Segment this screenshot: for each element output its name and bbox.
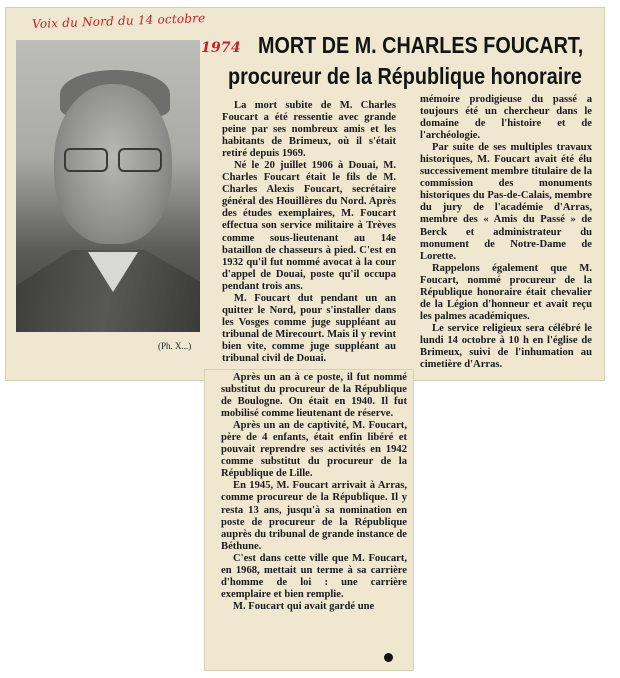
paragraph: C'est dans cette ville que M. Foucart, en 1968, mettait un terme à sa carrière d'homme de loi : une carrière exemplaire et bien remplie. (221, 552, 407, 600)
portrait-glasses (64, 148, 164, 170)
paragraph: Rappelons également que M. Foucart, nommé procureur de la République honoraire était chevalier de la Légion d'honneur et avait reçu les palmes académiques. (420, 262, 592, 322)
paragraph: Après un an à ce poste, il fut nommé substitut du procureur de la République de Boulogne. On était en 1940. Il fut mobilisé comme lieutenant de réserve. (221, 372, 407, 420)
handwritten-source-note: Voix du Nord du 14 octobre (31, 10, 206, 32)
handwritten-year-note: 1974 (201, 40, 241, 56)
paragraph: M. Foucart dut pendant un an quitter le Nord, pour s'installer dans les Vosges comme juge suppléant au tribunal de Mirecourt. Mais il y revint bien vite, comme juge suppléant au tribunal civil de Douai. (222, 292, 396, 364)
article-column-2 (221, 372, 407, 613)
paragraph: mémoire prodigieuse du passé a toujours été un chercheur dans le domaine de l'histoire et de l'archéologie. (420, 94, 592, 142)
article-column-1 (222, 100, 396, 365)
paragraph: Par suite de ses multiples travaux historiques, M. Foucart avait été élu successivement membre titulaire de la commission des monuments historiques du Pas-de-Calais, membre du jury de l'académie d'Arras, membre des « Amis du Passé » de Berck et administrateur du monument de Notre-Dame de Lorette. (420, 142, 592, 262)
photo-credit: (Ph. X...) (158, 341, 192, 351)
paragraph: Né le 20 juillet 1906 à Douai, M. Charles Foucart était le fils de M. Charles Alexis Foucart, secrétaire général des Houillères du Nord. Après des études exemplaires, M. Foucart effectua son service militaire à Trèves comme sous-lieutenant au 14e bataillon de chasseurs à pied. C'est en 1932 qu'il fut nommé avocat à la cour d'appel de Douai, poste qu'il occupa pendant trois ans. (222, 160, 396, 292)
punch-hole-mark (384, 653, 393, 662)
paragraph: Le service religieux sera célébré le lundi 14 octobre à 10 h en l'église de Brimeux, suivi de l'inhumation au cimetière d'Arras. (420, 322, 592, 371)
headline-line-2: procureur de la République honoraire (228, 63, 582, 89)
headline-line-1: MORT DE M. CHARLES FOUCART, (258, 32, 584, 58)
paragraph: En 1945, M. Foucart arrivait à Arras, comme procureur de la République. Il y resta 13 ans, jusqu'à sa nomination en poste de procureur de la République auprès du tribunal de grande instance de Béthune. (221, 480, 407, 552)
article-column-3 (420, 94, 592, 371)
portrait-photo (16, 40, 200, 332)
paragraph: Après un an de captivité, M. Foucart, père de 4 enfants, était enfin libéré et pouvait reprendre ses activités en 1942 comme substitut du procureur de la République de Lille. (221, 420, 407, 480)
paragraph: La mort subite de M. Charles Foucart a été ressentie avec grande peine par ses nombreux amis et les habitants de Brimeux, où il s'était retiré depuis 1969. (222, 100, 396, 160)
paragraph: M. Foucart qui avait gardé une (233, 600, 375, 612)
